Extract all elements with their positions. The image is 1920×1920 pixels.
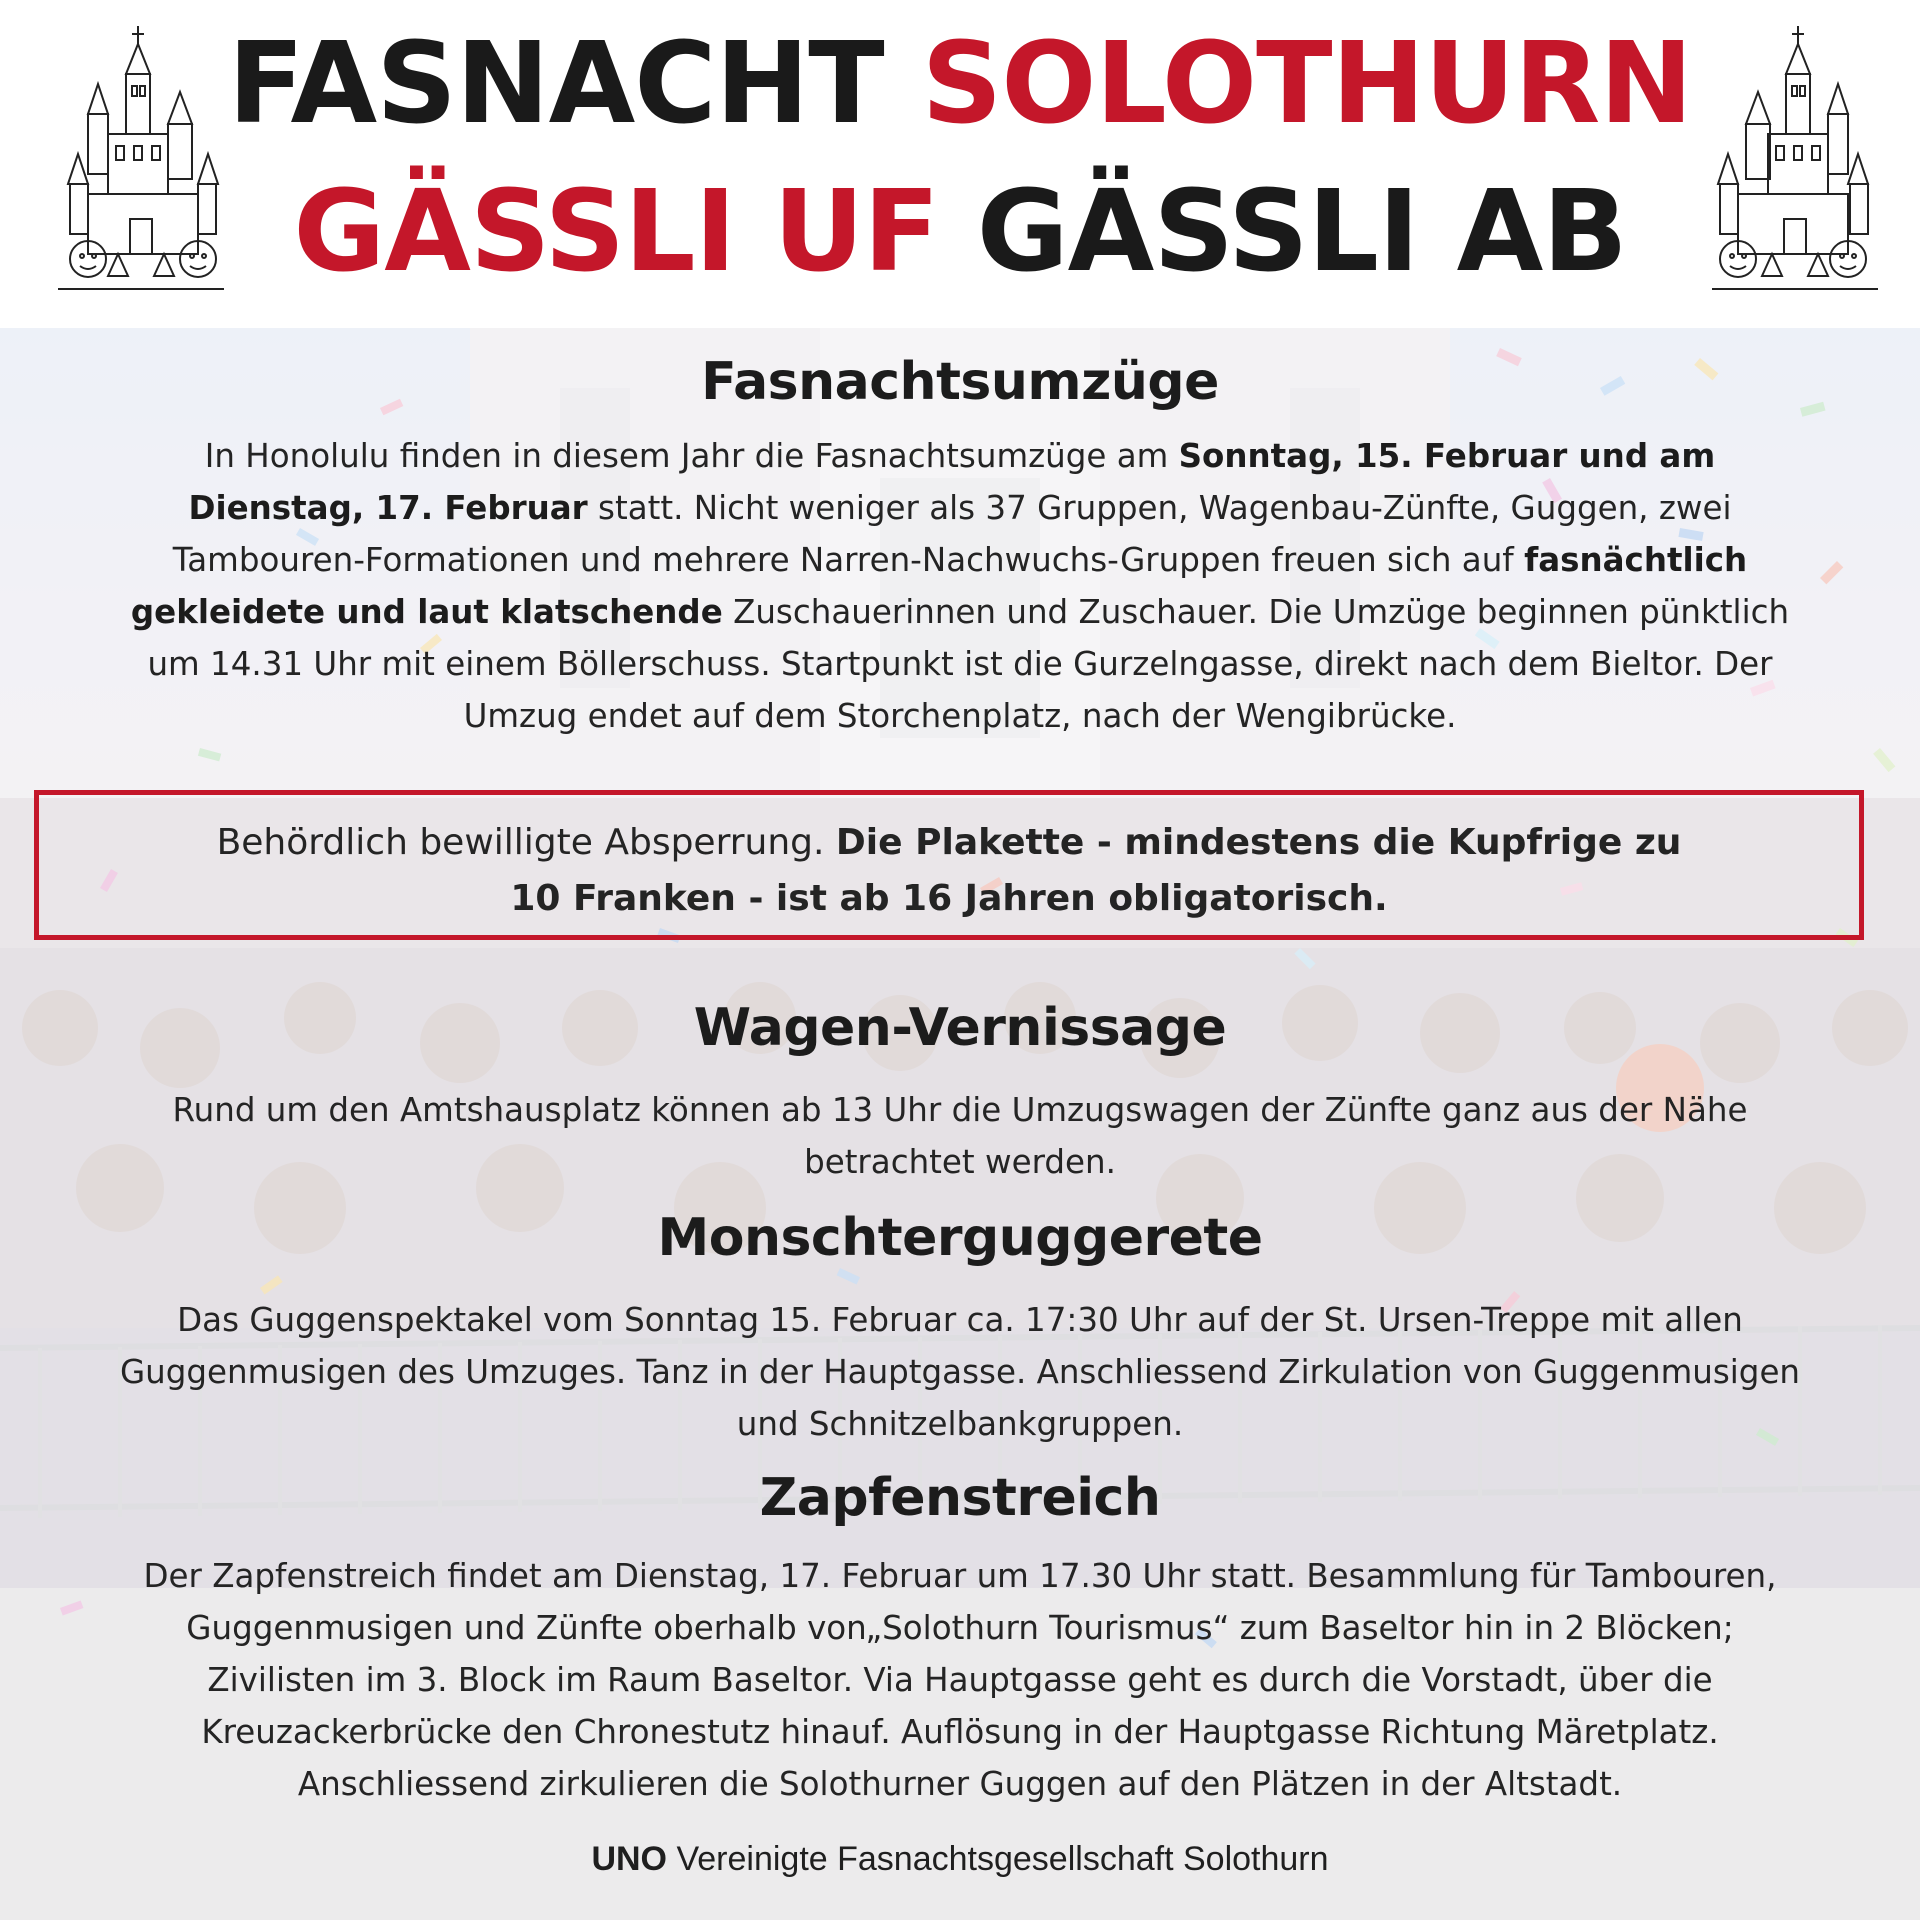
paragraph-wagen-vernissage bbox=[30, 1084, 1890, 1188]
title-gaessli-uf: GÄSSLI UF bbox=[293, 167, 939, 297]
notice-text bbox=[39, 815, 1859, 927]
title-line-1 bbox=[0, 19, 1920, 149]
plakette-notice-box bbox=[34, 790, 1864, 940]
text-line: Anschliessend zirkulieren die Solothurner Guggen auf den Plätzen in der Altstadt. bbox=[297, 1765, 1623, 1803]
bold-span: gekleidete und laut klatschende bbox=[130, 593, 723, 631]
text-line: und Schnitzelbankgruppen. bbox=[736, 1405, 1184, 1443]
bold-span: Dienstag, 17. Februar bbox=[188, 489, 588, 527]
title-gaessli-ab: GÄSSLI AB bbox=[976, 167, 1627, 297]
bold-span: 10 Franken - ist ab 16 Jahren obligatorisch. bbox=[510, 878, 1388, 919]
text-span: Zuschauerinnen und Zuschauer. Die Umzüge beginnen pünktlich bbox=[722, 593, 1790, 631]
text-line: um 14.31 Uhr mit einem Böllerschuss. Startpunkt ist die Gurzelngasse, direkt nach dem Bieltor. Der bbox=[147, 645, 1773, 683]
bold-span: Die Plakette - mindestens die Kupfrige zu bbox=[835, 822, 1682, 863]
text-line bbox=[39, 871, 1859, 927]
text-line: betrachtet werden. bbox=[804, 1143, 1116, 1181]
text-line: Guggenmusigen des Umzuges. Tanz in der Hauptgasse. Anschliessend Zirkulation von Guggenmusigen bbox=[119, 1353, 1801, 1391]
text-span: Behördlich bewilligte Absperrung. bbox=[216, 822, 836, 863]
paragraph-fasnachtsumzuege bbox=[30, 430, 1890, 742]
heading-zapfenstreich: Zapfenstreich bbox=[759, 1468, 1161, 1528]
text-span: In Honolulu finden in diesem Jahr die Fasnachtsumzüge am bbox=[204, 437, 1179, 475]
bold-span: fasnächtlich bbox=[1524, 541, 1748, 579]
title-solothurn: SOLOTHURN bbox=[921, 19, 1693, 149]
text-line bbox=[39, 815, 1859, 871]
footer-organizer bbox=[0, 1840, 1920, 1879]
paragraph-monschterguggerete bbox=[20, 1294, 1900, 1450]
paragraph-zapfenstreich bbox=[30, 1550, 1890, 1810]
org-abbreviation: UNO bbox=[591, 1840, 668, 1878]
text-line bbox=[30, 482, 1890, 534]
text-line: Zivilisten im 3. Block im Raum Baseltor. Via Hauptgasse geht es durch die Vorstadt, über die bbox=[207, 1661, 1713, 1699]
org-name: Vereinigte Fasnachtsgesellschaft Solothurn bbox=[667, 1840, 1329, 1878]
text-line: Der Zapfenstreich findet am Dienstag, 17. Februar um 17.30 Uhr statt. Besammlung für Tambouren, bbox=[143, 1557, 1777, 1595]
text-line bbox=[30, 430, 1890, 482]
text-span: Tambouren-Formationen und mehrere Narren-Nachwuchs-Gruppen freuen sich auf bbox=[172, 541, 1525, 579]
bold-span: Sonntag, 15. Februar und am bbox=[1178, 437, 1716, 475]
text-line bbox=[30, 586, 1890, 638]
text-line: Umzug endet auf dem Storchenplatz, nach der Wengibrücke. bbox=[463, 697, 1457, 735]
title-line-2 bbox=[0, 167, 1920, 297]
title-fasnacht: FASNACHT bbox=[227, 19, 884, 149]
text-line bbox=[30, 534, 1890, 586]
heading-monschterguggerete: Monschterguggerete bbox=[657, 1208, 1263, 1268]
text-line: Kreuzackerbrücke den Chronestutz hinauf. Auflösung in der Hauptgasse Richtung Märetplatz. bbox=[201, 1713, 1719, 1751]
heading-fasnachtsumzuege: Fasnachtsumzüge bbox=[701, 352, 1219, 412]
poster-header bbox=[0, 0, 1920, 328]
heading-wagen-vernissage: Wagen-Vernissage bbox=[693, 998, 1227, 1058]
castle-illustration-icon bbox=[1702, 14, 1888, 304]
text-line: Rund um den Amtshausplatz können ab 13 Uhr die Umzugswagen der Zünfte ganz aus der Nähe bbox=[172, 1091, 1748, 1129]
text-span: statt. Nicht weniger als 37 Gruppen, Wagenbau-Zünfte, Guggen, zwei bbox=[587, 489, 1732, 527]
text-line: Guggenmusigen und Zünfte oberhalb von„Solothurn Tourismus“ zum Baseltor hin in 2 Blöcken; bbox=[186, 1609, 1734, 1647]
poster-content bbox=[0, 328, 1920, 1920]
text-line: Das Guggenspektakel vom Sonntag 15. Februar ca. 17:30 Uhr auf der St. Ursen-Treppe mit allen bbox=[177, 1301, 1743, 1339]
